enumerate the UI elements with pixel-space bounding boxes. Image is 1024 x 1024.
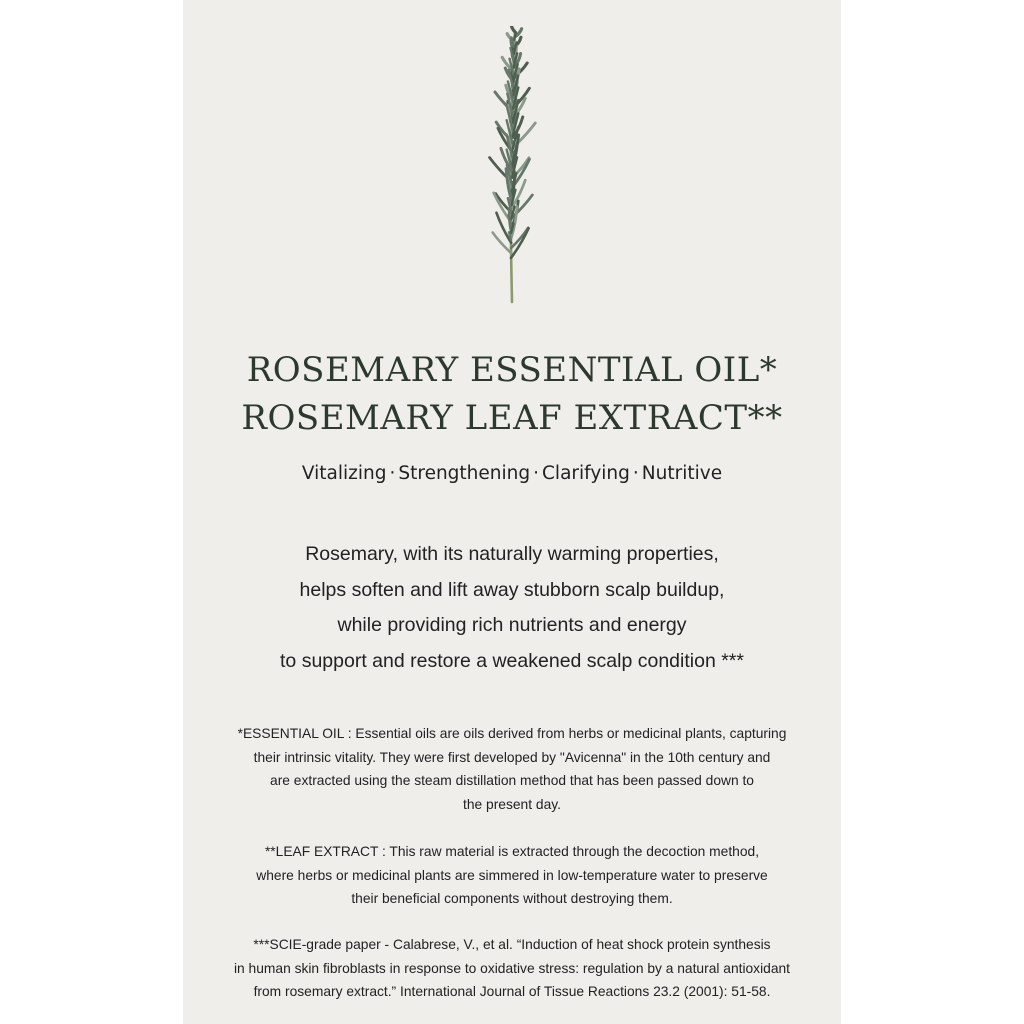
title-line-essential-oil: ROSEMARY ESSENTIAL OIL* [246, 350, 778, 390]
footnote-line: in human skin fibroblasts in response to oxidative stress: regulation by a natural antioxidant [233, 960, 791, 976]
description-line: to support and restore a weakened scalp condition *** [280, 649, 744, 672]
properties-line [183, 459, 841, 489]
description-line: helps soften and lift away stubborn scalp buildup, [299, 578, 725, 601]
property-vitalizing: Vitalizing [301, 463, 387, 484]
footnote-line: ***SCIE-grade paper - Calabrese, V., et al. “Induction of heat shock protein synthesis [253, 937, 771, 952]
property-clarifying: Clarifying [542, 463, 630, 484]
property-separator: · [389, 463, 396, 484]
footnote-leaf-extract [183, 840, 841, 911]
footnote-line: from rosemary extract.” International Journal of Tissue Reactions 23.2 (2001): 51-58. [253, 984, 771, 999]
footnote-line: *ESSENTIAL OIL : Essential oils are oils derived from herbs or medicinal plants, capturing [237, 726, 787, 741]
description-paragraph [183, 537, 841, 679]
footnote-reference [183, 933, 841, 1004]
footnote-line: are extracted using the steam distillation method that has been passed down to [270, 773, 754, 788]
property-separator: · [533, 463, 540, 484]
footnote-line: their beneficial components without destroying them. [351, 891, 673, 906]
footnote-line: where herbs or medicinal plants are simmered in low-temperature water to preserve [256, 867, 768, 883]
property-strengthening: Strengthening [398, 463, 531, 484]
title-line-leaf-extract: ROSEMARY LEAF EXTRACT** [241, 398, 783, 438]
footnote-essential-oil [183, 722, 841, 816]
footnote-line: **LEAF EXTRACT : This raw material is extracted through the decoction method, [264, 844, 760, 859]
property-separator: · [632, 463, 639, 484]
description-line: while providing rich nutrients and energy [337, 614, 687, 636]
footnote-line: their intrinsic vitality. They were first developed by "Avicenna" in the 10th century and [253, 749, 771, 765]
description-line: Rosemary, with its naturally warming properties, [305, 543, 719, 565]
rosemary-sprig-image [469, 26, 553, 304]
footnote-line: the present day. [463, 796, 561, 812]
property-nutritive: Nutritive [641, 463, 723, 484]
